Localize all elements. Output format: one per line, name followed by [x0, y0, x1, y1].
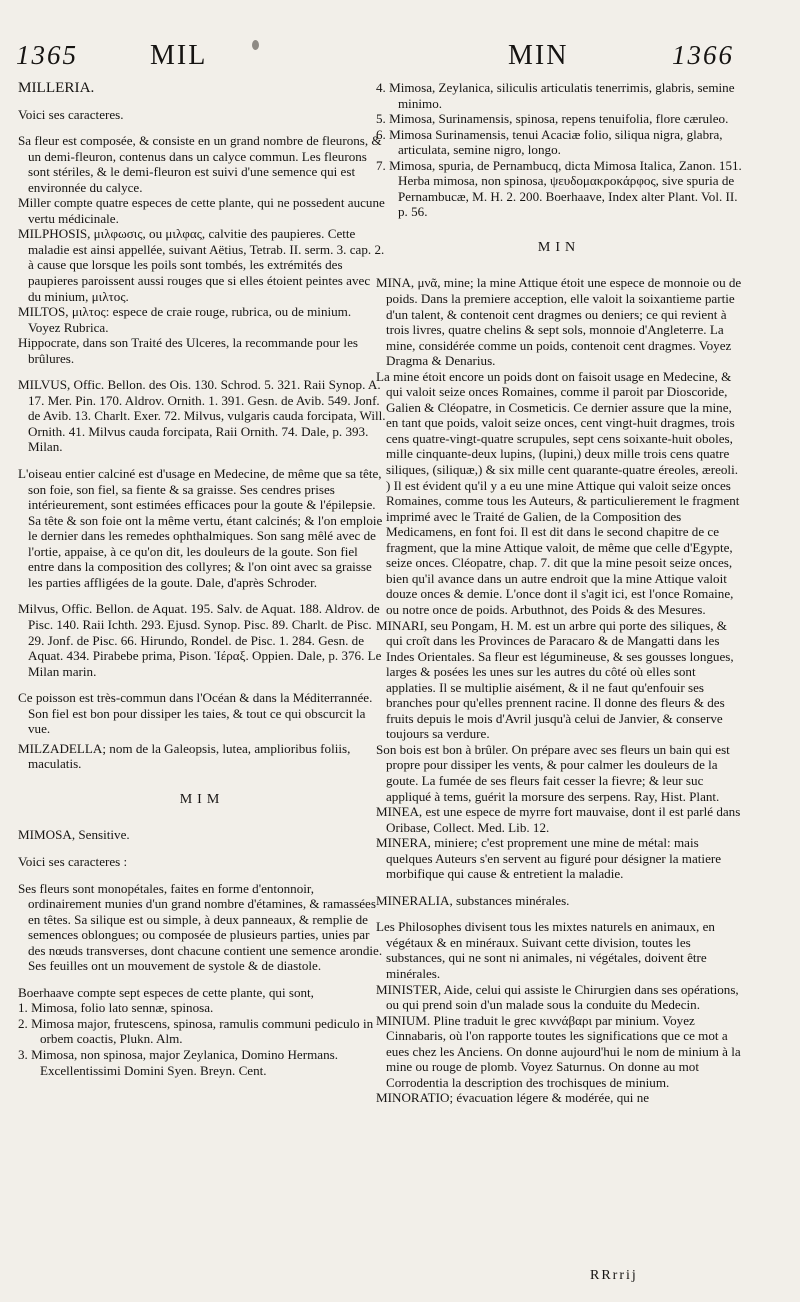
entry-text: MINIUM. Pline traduit le grec κιννάβαρι par minium. Voyez Cinnabaris, où l'on rapporte toutes les significations que ce mot a eues chez les Anciens. On donne aujourd'hui le nom de minium à la mine ou rouge de plomb. Voyez Saturnus. On donne au mot Corrodentia la description des trochisques de minium. [376, 1012, 741, 1090]
species-list-item: 3. Mimosa, non spinosa, major Zeylanica, Domino Hermans. Excellentissimi Domini Syen. Breyn. Cent. [18, 1046, 339, 1078]
left-column [18, 80, 386, 1078]
entry-text: MINORATIO; évacuation légere & modérée, qui ne [376, 1090, 650, 1106]
species-list-item: 7. Mimosa, spuria, de Pernambucq, dicta Mimosa Italica, Zanon. 151. Herba mimosa, non spinosa, ψευδομακροκάρφος, sive spuria de Pernambucæ, M. H. 2. 200. Boerhaave, Index alter Plant. Vol. II. p. 56. [376, 157, 742, 220]
species-list-item: 4. Mimosa, Zeylanica, siliculis articulatis tenerrimis, glabris, semine minimo. [376, 80, 735, 111]
entry-headword: MINERALIA, substances minérales. [376, 892, 570, 908]
entry-text: Milvus, Offic. Bellon. de Aquat. 195. Salv. de Aquat. 188. Aldrov. de Pisc. 140. Raii Ichth. 293. Ejusd. Synop. Pisc. 89. Charlt. de Pisc. 29. Jonf. de Pisc. 66. Hirundo, Rondel. de Pisc. 1. 284. Gesn. de Aquat. 434. Pirabebe prima, Pison. Ἱέραξ. Oppien. Dale, p. 376. Le Milan marin. [18, 601, 382, 679]
entry-text: MINA, μνᾶ, mine; la mine Attique étoit une espece de monnoie ou de poids. Dans la premiere acception, elle valoit la soixantieme partie d'un talent, & contenoit cent dragmes ou deniers; ce qui revient à trois livres, quatre chelins & sept sols, monnoie d'Angleterre. La mine, considérée comme un poids, contenoit cent dragmes. Voyez Dragma & Denarius. [376, 275, 742, 369]
entry-text: Son bois est bon à brûler. On prépare avec ses fleurs un bain qui est propre pour dissiper les vents, & pour calmer les douleurs de la goute. La fumée de ses fleurs fait cesser la fievre; & leur suc appliqué à tems, guérit la morsure des serpens. Ray, Hist. Plant. [376, 741, 730, 804]
left-page-number: 1365 [16, 40, 78, 70]
entry-text: L'oiseau entier calciné est d'usage en Medecine, de même que sa tête, son foie, son fiel, sa fiente & sa graisse. Ses cendres prises intérieurement, sont estimées efficaces pour la goute & l'épilepsie. Sa tête & son foie ont la même vertu, étant calcinés; & l'on emploie le dernier dans les remedes ophthalmiques. Son sang mêlé avec de l'ortie, appaise, à ce qu'on dit, les douleurs de la goute. Son fiel entre dans la composition des collyres; & l'on oint avec sa graisse les parties affligées de la goute. Dale, d'après Schroder. [18, 466, 383, 590]
species-list-item: 5. Mimosa, Surinamensis, spinosa, repens tenuifolia, flore cæruleo. [376, 111, 729, 127]
entry-headword: MILLERIA. [18, 79, 95, 96]
entry-text: MINARI, seu Pongam, H. M. est un arbre qui porte des siliques, & qui croît dans les Provinces de Paracaro & de Mangatti dans les Indes Orientales. Sa fleur est légumineuse, & ses gousses longues, larges & posées les unes sur les autres du côté où elles sont applaties. Il se multiplie aisément, & il ne faut qu'enfouir ses branches pour qu'elles prennent racine. Il donne des fleurs & des fruits depuis le mois d'Avril jusqu'à celui de Janvier, & conserve toujours sa verdure. [376, 617, 734, 742]
entry-text: Ce poisson est très-commun dans l'Océan & dans la Méditerrannée. Son fiel est bon pour dissiper les taies, & tout ce qui obscurcit la vue. [18, 690, 373, 737]
signature-mark: RRrrij [590, 1268, 638, 1283]
ink-dot [252, 40, 259, 50]
entry-text: MINERA, miniere; c'est proprement une mine de métal: mais quelques Auteurs s'en servent au figuré pour désigner la matiere morbifique qui cause & entretient la maladie. [376, 835, 722, 882]
running-header [0, 40, 800, 78]
entry-text: MINEA, est une espece de myrre fort mauvaise, dont il est parlé dans Oribase, Collect. Med. Lib. 12. [376, 804, 741, 835]
entry-text: Miller compte quatre especes de cette plante, qui ne possedent aucune vertu médicinale. [18, 195, 385, 226]
entry-headword: MIMOSA, Sensitive. [18, 827, 130, 843]
entry-text: Les Philosophes divisent tous les mixtes naturels en animaux, en végétaux & en minéraux. Suivant cette division, toutes les substances, qui ne sont ni animales, ni végétales, doivent être minérales. [376, 919, 715, 981]
right-column [376, 80, 742, 1106]
species-list-item: 2. Mimosa major, frutescens, spinosa, ramulis communi pediculo in orbem coactis, Plukn. Alm. [18, 1015, 374, 1047]
entry-text: Sa fleur est composée, & consiste en un grand nombre de fleurons, & un demi-fleuron, contenus dans un calyce commun. Les fleurons sont stériles, & le demi-fleuron est suivi d'une semence qui est environnée du calyce. [18, 133, 382, 195]
left-running-word: MIL [150, 40, 208, 71]
entry-text: Voici ses caracteres : [18, 853, 128, 869]
species-list-item: 1. Mimosa, folio lato sennæ, spinosa. [18, 1000, 214, 1016]
entry-text: MILTOS, μιλτος: espece de craie rouge, rubrica, ou de minium. Voyez Rubrica. [18, 304, 352, 335]
entry-text: MINISTER, Aide, celui qui assiste le Chirurgien dans ses opérations, ou qui prend soin d'un malade sous la conduite du Medecin. [376, 981, 739, 1013]
entry-text: Hippocrate, dans son Traité des Ulceres, la recommande pour les brûlures. [18, 335, 358, 366]
entry-text: La mine étoit encore un poids dont on faisoit usage en Medecine, & qui valoit seize onces Romaines, comme il paroit par Dioscoride, Galien & Cléopatre, in Cosmeticis. Ce dernier assure que la mine, en tant que poids, valoit seize onces, cent vingt-huit dragmes, trois cens quatre-vingt-quatre scrupules, sept cens soixante-huit oboles, mille cinquante-deux lupins, (lupini,) deux mille trois cens quatre siliques, (siliquæ,) & six mille cent quarante-quatre éreoles, æreoli. ) Il est évident qu'il y a eu une mine Attique qui valoit seize onces Romaines, comme tous les Auteurs, & particulierement le fragment imprimé avec le Traité de Galien, de la Composition des Medicamens, en font foi. Il est dit dans le second chapitre de ce fragment, que la mine Attique valoit, de même que celle d'Egypte, seize onces. Cléopatre, chap. 7. dit que la mine pesoit seize onces, bien qu'il avance dans un autre endroit que la mine Attique valoit douze onces & demie. L'once dont il s'agit ici, est l'once Romaine, ou notre once de poids. Arbuthnot, des Poids & des Mesures. [376, 368, 740, 617]
right-page-number: 1366 [672, 40, 734, 70]
right-running-word: MIN [508, 40, 569, 71]
entry-text: MILPHOSIS, μιλφωσις, ou μιλφας, calvitie des paupieres. Cette maladie est ainsi appellée, suivant Aëtius, Tetrab. II. serm. 3. cap. 2. à cause que lorsque les poils sont tombés, les extrémités des paupieres paroissent aussi rouges que si elles étoient peintes avec du minium, μιλτος. [18, 226, 385, 304]
entry-text: Boerhaave compte sept especes de cette plante, qui sont, [18, 984, 314, 1000]
species-list-item: 6. Mimosa Surinamensis, tenui Acaciæ folio, siliqua nigra, glabra, articulata, semine nigro, longo. [376, 126, 723, 158]
entry-text: MILZADELLA; nom de la Galeopsis, lutea, amplioribus foliis, maculatis. [18, 740, 351, 772]
entry-text: MILVUS, Offic. Bellon. des Ois. 130. Schrod. 5. 321. Raii Synop. A. 17. Mer. Pin. 170. Aldrov. Ornith. 1. 391. Gesn. de Avib. 549. Jonf. de Avib. 13. Charlt. Exer. 72. Milvus, vulgaris cauda forcipata, Will. Ornith. 41. Milvus cauda forcipata, Raii Ornith. 74. Dale, p. 393. Milan. [18, 377, 386, 455]
entry-text: Voici ses caracteres. [18, 106, 124, 122]
section-heading: MIN [537, 239, 581, 255]
entry-text: Ses fleurs sont monopétales, faites en forme d'entonnoir, ordinairement munies d'un grand nombre d'étamines, & ramassées en têtes. Sa silique est ou simple, à deux panneaux, & remplie de semences oblongues; ou composée de plusieurs parties, unies par des nœuds transverses, dont chacune contient une semence arondie. Ses feuilles ont un mouvement de systole & de diastole. [18, 880, 383, 974]
section-heading: MIM [179, 791, 225, 807]
